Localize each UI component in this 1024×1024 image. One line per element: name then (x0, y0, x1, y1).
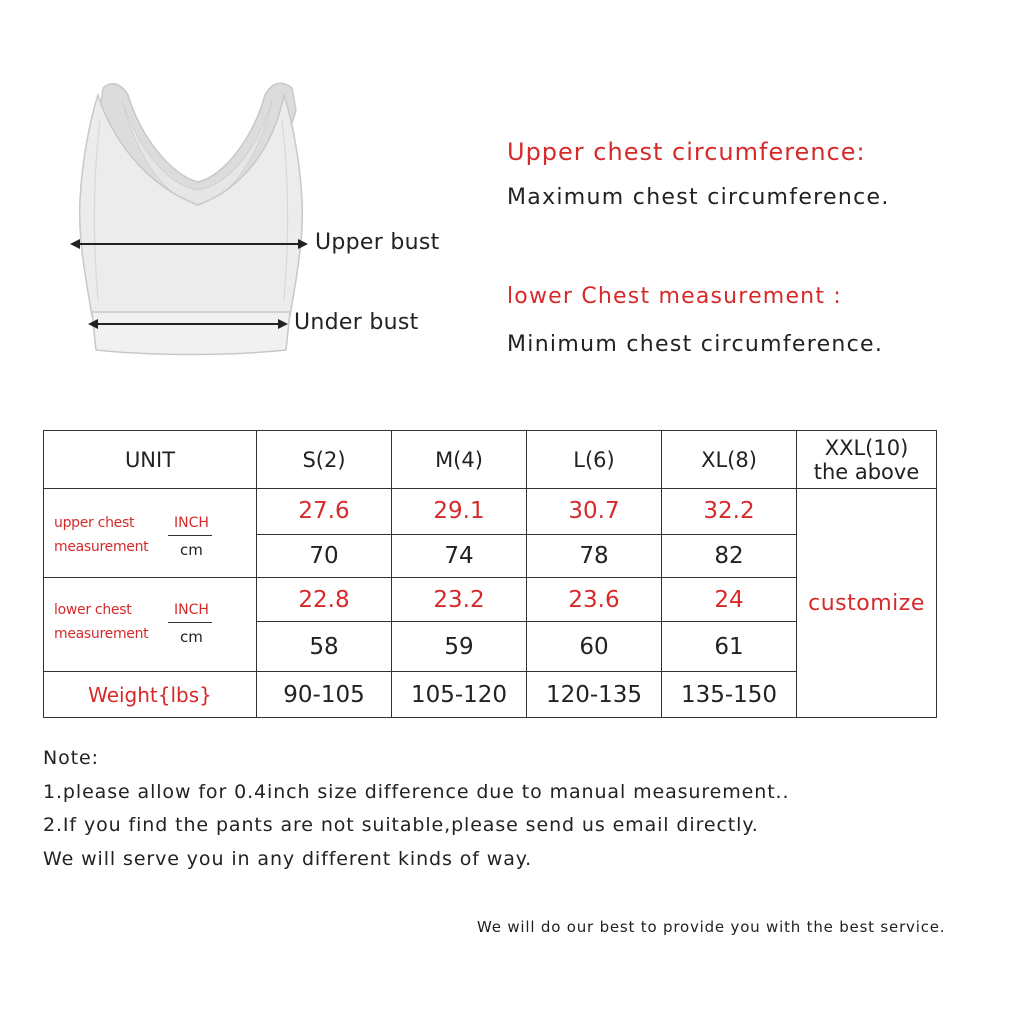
notes-title: Note: (43, 747, 99, 769)
upper-inch-cell: 30.7 (527, 489, 662, 535)
lower-chest-label-line1: lower chest (54, 602, 132, 618)
upper-chest-label-line1: upper chest (54, 515, 135, 531)
size-header: M(4) (392, 431, 527, 489)
size-header: XL(8) (662, 431, 797, 489)
upper-inch-cell: 29.1 (392, 489, 527, 535)
lower-inch-cell: 22.8 (257, 578, 392, 622)
lower-inch-cell: 23.6 (527, 578, 662, 622)
xxl-note: the above (813, 459, 920, 484)
xxl-header (797, 431, 937, 489)
note-line: 2.If you find the pants are not suitable,please send us email directly. (43, 814, 759, 836)
upper-chest-description: Maximum chest circumference. (507, 185, 890, 210)
cm-unit: cm (180, 541, 203, 559)
under-bust-label: Under bust (294, 310, 419, 335)
note-line: 1.please allow for 0.4inch size difference due to manual measurement.. (43, 780, 790, 803)
inch-unit: INCH (174, 515, 209, 531)
footer-text: We will do our best to provide you with the best service. (477, 918, 946, 936)
xxl-size: XXL(10) (824, 435, 909, 460)
unit-header: UNIT (44, 431, 257, 489)
inch-unit: INCH (174, 602, 209, 618)
cm-unit: cm (180, 628, 203, 646)
header-row (44, 431, 937, 489)
weight-cell: 135-150 (662, 672, 797, 718)
upper-cm-cell: 70 (257, 534, 392, 578)
weight-cell: 105-120 (392, 672, 527, 718)
upper-cm-cell: 78 (527, 534, 662, 578)
size-header: L(6) (527, 431, 662, 489)
lower-chest-label-line2: measurement (54, 626, 149, 642)
lower-chest-row-label (44, 578, 257, 672)
upper-inch-cell: 32.2 (662, 489, 797, 535)
upper-chest-label-line2: measurement (54, 539, 149, 555)
notes-section (43, 742, 789, 876)
lower-inch-cell: 23.2 (392, 578, 527, 622)
upper-inch-row (44, 489, 937, 535)
lower-cm-cell: 60 (527, 622, 662, 672)
weight-cell: 120-135 (527, 672, 662, 718)
weight-cell: 90-105 (257, 672, 392, 718)
unit-divider (168, 622, 212, 623)
weight-label: Weight{lbs} (44, 672, 257, 718)
upper-cm-cell: 74 (392, 534, 527, 578)
customize-cell: customize (797, 489, 937, 718)
lower-cm-cell: 61 (662, 622, 797, 672)
lower-chest-title: lower Chest measurement : (507, 284, 842, 309)
upper-bust-label: Upper bust (315, 230, 440, 255)
note-line: We will serve you in any different kinds of way. (43, 847, 533, 870)
upper-cm-cell: 82 (662, 534, 797, 578)
upper-chest-row-label (44, 489, 257, 578)
size-chart-table (43, 430, 937, 718)
size-header: S(2) (257, 431, 392, 489)
upper-chest-title: Upper chest circumference: (507, 138, 866, 166)
lower-inch-cell: 24 (662, 578, 797, 622)
upper-inch-cell: 27.6 (257, 489, 392, 535)
lower-cm-cell: 58 (257, 622, 392, 672)
lower-cm-cell: 59 (392, 622, 527, 672)
unit-divider (168, 535, 212, 536)
lower-chest-description: Minimum chest circumference. (507, 332, 884, 357)
